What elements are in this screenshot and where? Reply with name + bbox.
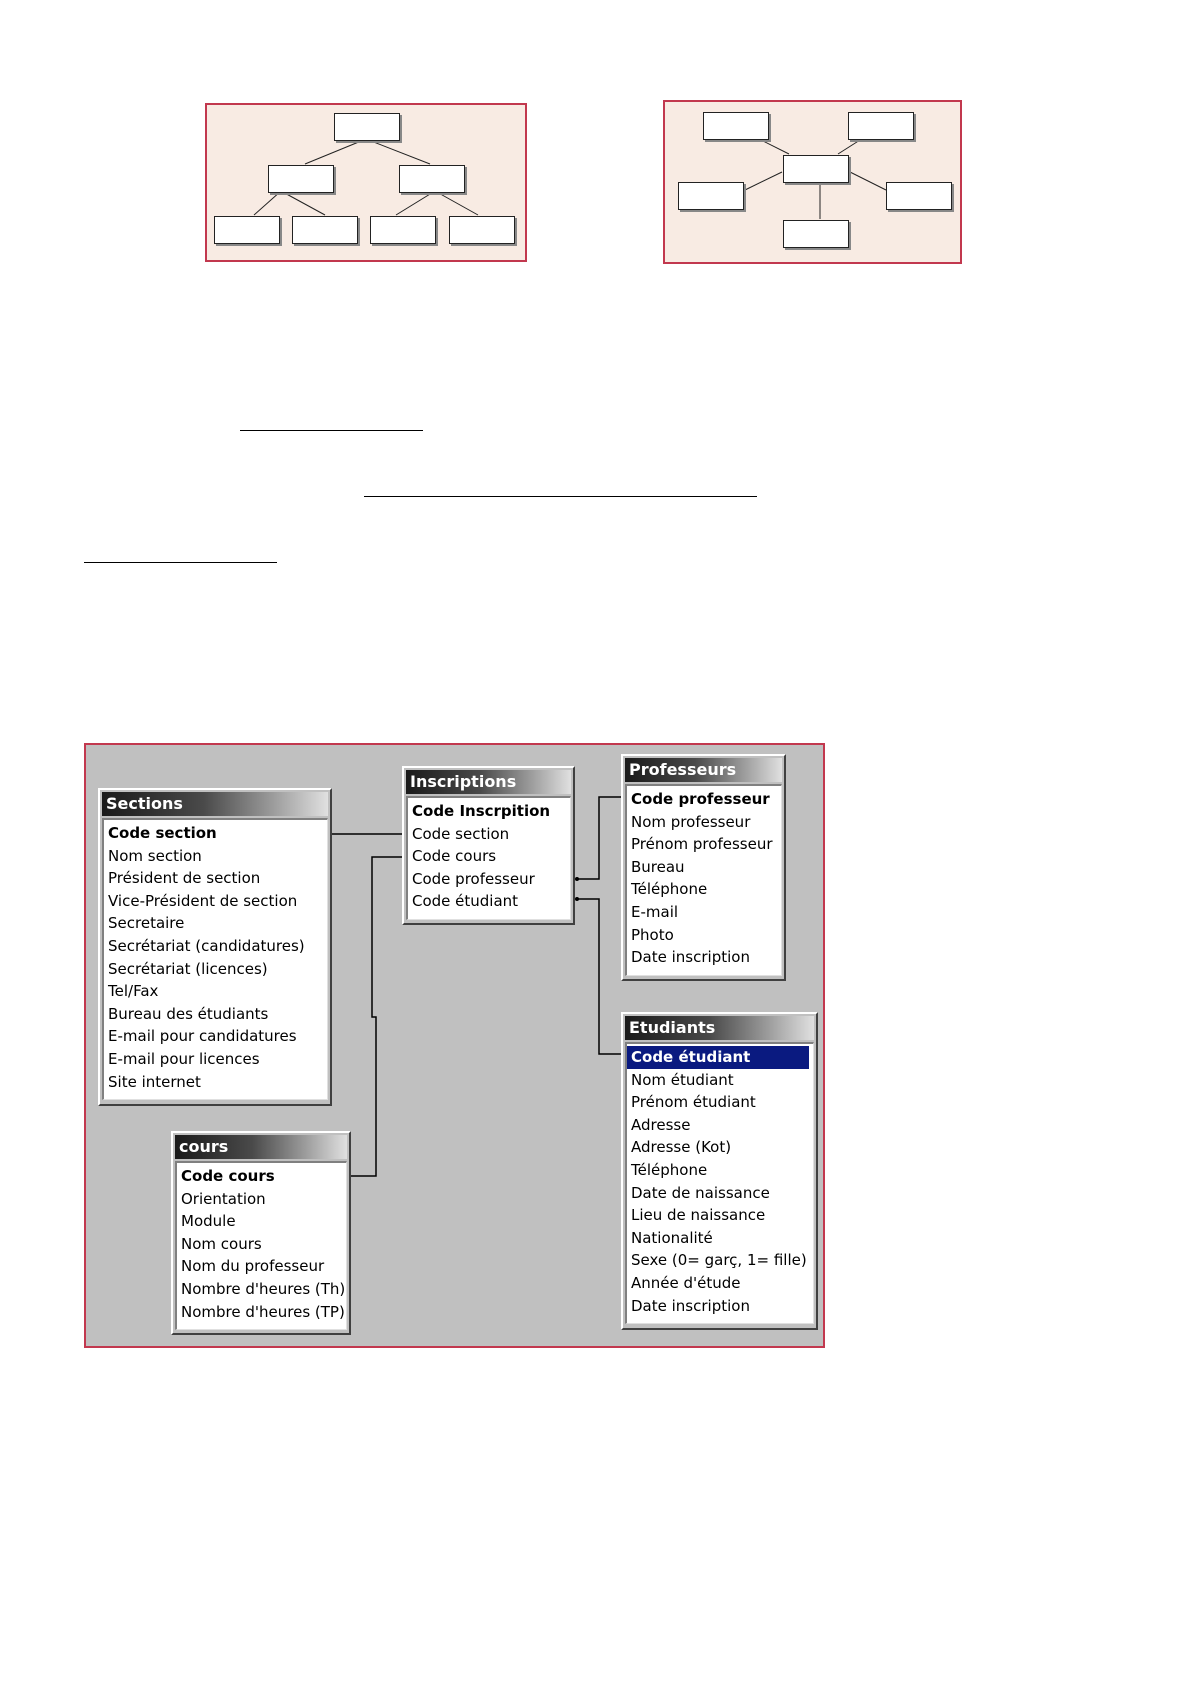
network-center-node	[783, 155, 849, 183]
table-professeurs[interactable]	[621, 754, 786, 981]
field-list	[625, 1042, 814, 1324]
hierarchy-leaf-node	[292, 216, 358, 244]
hierarchy-child-node	[399, 165, 465, 193]
hierarchy-root-node	[334, 113, 400, 141]
field-item[interactable]: Code section	[108, 824, 217, 842]
hierarchy-leaf-node	[370, 216, 436, 244]
field-item-selected[interactable]: Code étudiant	[627, 1046, 809, 1069]
field-item[interactable]: E-mail pour licences	[108, 1049, 260, 1068]
field-item[interactable]: Date inscription	[631, 1296, 750, 1315]
field-item[interactable]: Date inscription	[631, 948, 750, 967]
table-title[interactable]: Professeurs	[625, 758, 782, 782]
field-item[interactable]: E-mail	[631, 902, 679, 921]
field-item[interactable]: Nom cours	[181, 1234, 262, 1253]
field-item[interactable]: Prénom étudiant	[631, 1093, 756, 1112]
field-item[interactable]: Téléphone	[631, 1160, 708, 1179]
field-item[interactable]: Code étudiant	[412, 892, 519, 911]
field-item[interactable]: Nom professeur	[631, 812, 751, 831]
field-item[interactable]: Bureau des étudiants	[108, 1004, 269, 1023]
field-item[interactable]: Code professeur	[631, 790, 770, 808]
relationships-window	[84, 743, 825, 1348]
field-item[interactable]: Tel/Fax	[108, 982, 159, 1001]
field-list	[406, 796, 571, 920]
table-inscriptions[interactable]	[402, 766, 575, 925]
field-item[interactable]: Lieu de naissance	[631, 1206, 766, 1225]
field-item[interactable]: Secretaire	[108, 914, 185, 933]
field-item[interactable]: Adresse	[631, 1115, 691, 1134]
hierarchy-leaf-node	[214, 216, 280, 244]
table-title[interactable]: cours	[175, 1135, 347, 1159]
field-item[interactable]: Code section	[412, 824, 510, 843]
hierarchical-model-diagram	[205, 103, 527, 262]
hierarchy-leaf-node	[449, 216, 515, 244]
table-etudiants[interactable]	[621, 1012, 818, 1330]
field-item[interactable]: E-mail pour candidatures	[108, 1027, 297, 1046]
field-list	[175, 1161, 347, 1330]
field-item[interactable]: Nom du professeur	[181, 1257, 325, 1276]
field-item[interactable]: Site internet	[108, 1072, 201, 1091]
table-title[interactable]: Sections	[102, 792, 328, 816]
field-item[interactable]: Code cours	[412, 847, 497, 866]
field-item[interactable]: Photo	[631, 925, 674, 944]
field-item[interactable]: Date de naissance	[631, 1183, 770, 1202]
table-title[interactable]: Etudiants	[625, 1016, 814, 1040]
field-item[interactable]: Code professeur	[412, 869, 535, 888]
field-item[interactable]: Code cours	[181, 1167, 275, 1185]
network-node	[848, 112, 914, 140]
network-model-diagram	[663, 100, 962, 264]
network-node	[783, 220, 849, 248]
field-item[interactable]: Orientation	[181, 1189, 266, 1208]
table-title[interactable]: Inscriptions	[406, 770, 571, 794]
network-node	[703, 112, 769, 140]
field-item[interactable]: Nom section	[108, 846, 202, 865]
field-item[interactable]: Nationalité	[631, 1228, 713, 1247]
table-sections[interactable]	[98, 788, 332, 1106]
field-item[interactable]: Téléphone	[631, 880, 708, 899]
network-node	[886, 182, 952, 210]
underline-rule	[240, 430, 423, 431]
field-item[interactable]: Nom étudiant	[631, 1070, 734, 1089]
field-list	[625, 784, 782, 976]
field-item[interactable]: Secrétariat (candidatures)	[108, 936, 305, 955]
field-item[interactable]: Année d'étude	[631, 1273, 741, 1292]
field-item[interactable]: Module	[181, 1212, 236, 1231]
hierarchy-child-node	[268, 165, 334, 193]
field-item[interactable]: Sexe (0= garç, 1= fille)	[631, 1251, 807, 1270]
field-item[interactable]: Président de section	[108, 869, 261, 888]
table-cours[interactable]	[171, 1131, 351, 1335]
field-item[interactable]: Vice-Président de section	[108, 891, 298, 910]
underline-rule	[364, 496, 757, 497]
network-node	[678, 182, 744, 210]
field-item[interactable]: Adresse (Kot)	[631, 1138, 732, 1157]
field-item[interactable]: Nombre d'heures (Th)	[181, 1279, 346, 1298]
field-item[interactable]: Nombre d'heures (TP)	[181, 1302, 345, 1321]
field-item[interactable]: Bureau	[631, 857, 685, 876]
field-item[interactable]: Code Inscrpition	[412, 802, 551, 820]
underline-rule	[84, 562, 277, 563]
field-item[interactable]: Prénom professeur	[631, 835, 773, 854]
field-list	[102, 818, 328, 1100]
field-item[interactable]: Secrétariat (licences)	[108, 959, 268, 978]
